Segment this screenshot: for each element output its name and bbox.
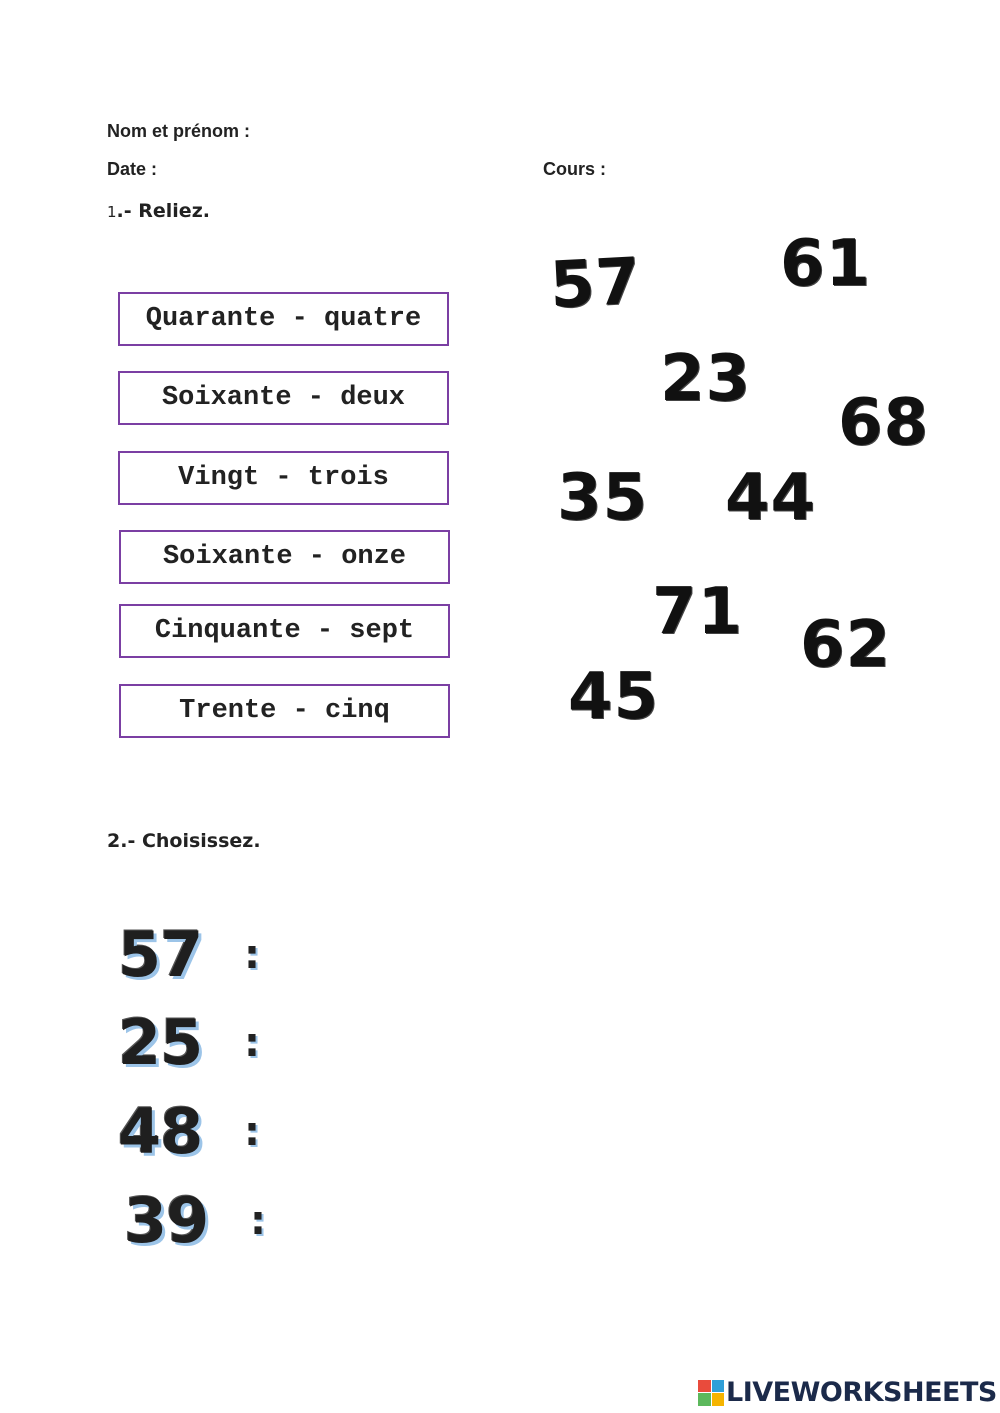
word-box-6[interactable]: Trente - cinq	[119, 684, 450, 738]
choose-colon: :	[250, 1198, 266, 1244]
section1-title-text: .- Reliez.	[116, 200, 210, 222]
choose-colon: :	[244, 1109, 260, 1155]
choose-colon: :	[244, 932, 260, 978]
word-box-4[interactable]: Soixante - onze	[119, 530, 450, 584]
choose-number: 48	[118, 1095, 203, 1168]
number-23[interactable]: 23	[660, 342, 752, 416]
choose-row-2	[118, 1006, 580, 1079]
answer-dropdown[interactable]	[286, 1201, 586, 1241]
choose-number: 39	[124, 1184, 209, 1257]
logo-mark-icon	[698, 1380, 724, 1406]
logo-text: LIVEWORKSHEETS	[726, 1377, 997, 1408]
number-68[interactable]: 68	[838, 386, 930, 460]
choose-row-4	[124, 1184, 586, 1257]
word-box-3[interactable]: Vingt - trois	[118, 451, 449, 505]
section2-title: 2.- Choisissez.	[107, 830, 261, 852]
choose-colon: :	[244, 1020, 260, 1066]
section1-number: 1	[107, 203, 117, 221]
number-44[interactable]: 44	[725, 461, 817, 535]
answer-dropdown[interactable]	[280, 935, 580, 975]
choose-number: 57	[118, 918, 203, 991]
name-label: Nom et prénom :	[107, 121, 251, 141]
choose-row-1	[118, 918, 580, 991]
number-57[interactable]: 57	[548, 244, 643, 324]
word-box-1[interactable]: Quarante - quatre	[118, 292, 449, 346]
number-35[interactable]: 35	[557, 461, 649, 535]
date-label: Date :	[107, 159, 158, 179]
answer-dropdown[interactable]	[280, 1112, 580, 1152]
course-label: Cours :	[543, 159, 606, 179]
number-61[interactable]: 61	[780, 227, 872, 301]
answer-dropdown[interactable]	[280, 1023, 580, 1063]
liveworksheets-logo[interactable]	[698, 1377, 997, 1408]
choose-row-3	[118, 1095, 580, 1168]
choose-number: 25	[118, 1006, 203, 1079]
word-box-2[interactable]: Soixante - deux	[118, 371, 449, 425]
number-45[interactable]: 45	[568, 660, 660, 734]
number-71[interactable]: 71	[652, 575, 744, 649]
number-62[interactable]: 62	[800, 608, 892, 682]
section1-title	[107, 200, 210, 222]
word-box-5[interactable]: Cinquante - sept	[119, 604, 450, 658]
